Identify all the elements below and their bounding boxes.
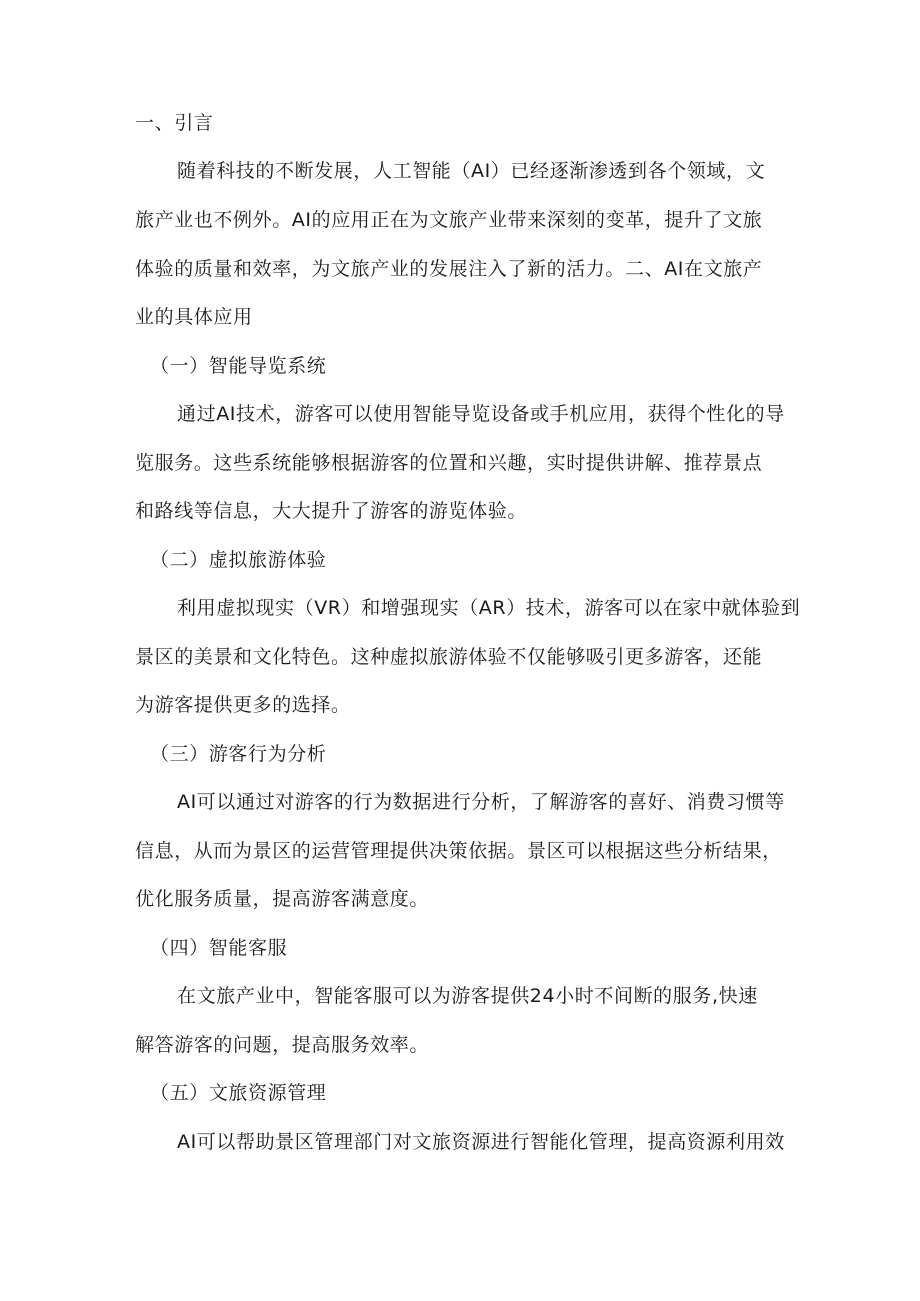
section-1-line-2: 览服务。这些系统能够根据游客的位置和兴趣，实时提供讲解、推荐景点 [135, 452, 763, 474]
section-4-line-1: 在文旅产业中，智能客服可以为游客提供24小时不间断的服务,快速 [177, 985, 758, 1007]
section-title-resource-management: （五）文旅资源管理 [150, 1082, 327, 1104]
section-title-visitor-behavior: （三）游客行为分析 [150, 743, 327, 765]
section-4-line-2: 解答游客的问题，提高服务效率。 [135, 1034, 430, 1056]
section-5-line-1: AI可以帮助景区管理部门对文旅资源进行智能化管理，提高资源利用效 [177, 1131, 785, 1153]
section-1-line-1: 通过AI技术，游客可以使用智能导览设备或手机应用，获得个性化的导 [177, 403, 785, 425]
intro-line-4: 业的具体应用 [135, 306, 253, 328]
section-title-smart-service: （四）智能客服 [150, 937, 288, 959]
section-3-line-3: 优化服务质量，提高游客满意度。 [135, 888, 430, 910]
section-3-line-2: 信息，从而为景区的运营管理提供决策依据。景区可以根据这些分析结果， [135, 840, 782, 862]
section-1-line-3: 和路线等信息，大大提升了游客的游览体验。 [135, 500, 528, 522]
intro-line-3: 体验的质量和效率，为文旅产业的发展注入了新的活力。二、AI在文旅产 [135, 258, 763, 280]
section-3-line-1: AI可以通过对游客的行为数据进行分析，了解游客的喜好、消费习惯等 [177, 791, 785, 813]
intro-line-1: 随着科技的不断发展，人工智能（AI）已经逐渐渗透到各个领域，文 [177, 160, 766, 182]
section-2-line-1: 利用虚拟现实（VR）和增强现实（AR）技术，游客可以在家中就体验到 [177, 597, 801, 619]
intro-line-2: 旅产业也不例外。AI的应用正在为文旅产业带来深刻的变革，提升了文旅 [135, 209, 763, 231]
section-title-virtual-tour: （二）虚拟旅游体验 [150, 549, 327, 571]
heading-introduction: 一、引言 [135, 112, 214, 134]
section-2-line-2: 景区的美景和文化特色。这种虚拟旅游体验不仅能够吸引更多游客，还能 [135, 646, 763, 668]
section-2-line-3: 为游客提供更多的选择。 [135, 694, 351, 716]
section-title-smart-guide: （一）智能导览系统 [150, 355, 327, 377]
